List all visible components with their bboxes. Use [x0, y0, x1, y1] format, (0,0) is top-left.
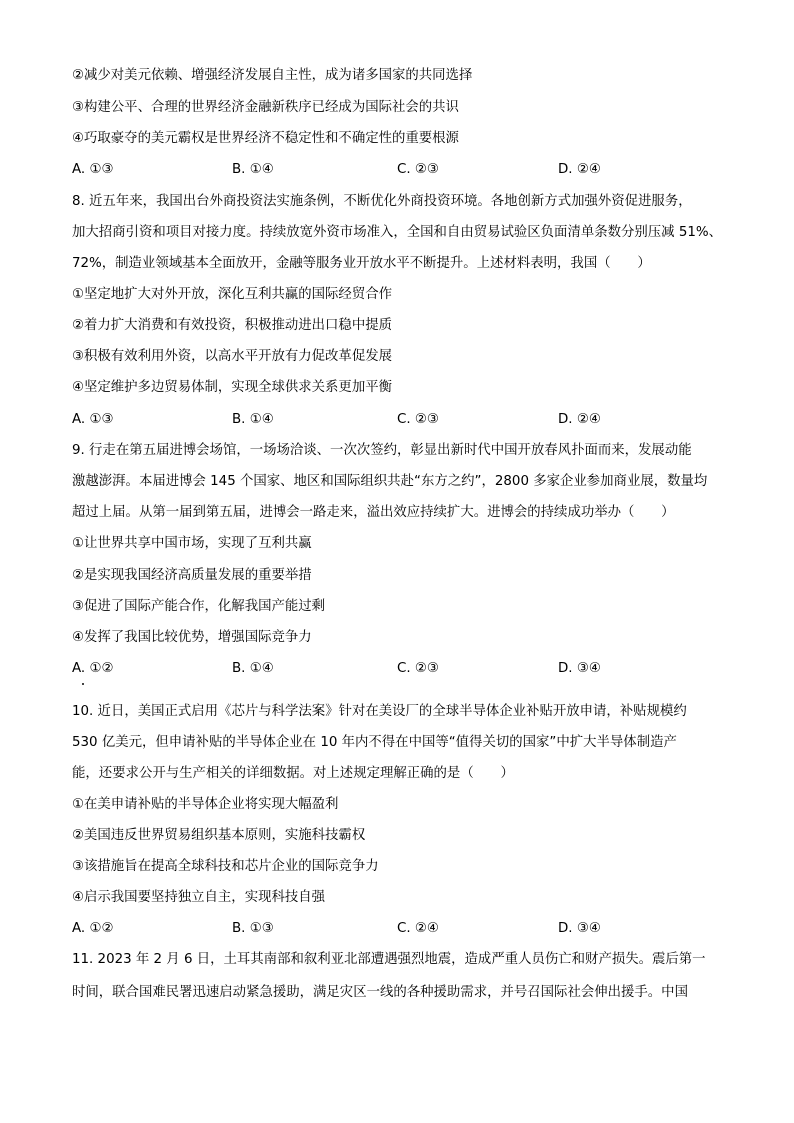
- q10-option-c[interactable]: C. ②④: [397, 921, 439, 936]
- q7-statement-3: ③构建公平、合理的世界经济金融新秩序已经成为国际社会的共识: [72, 100, 459, 115]
- q8-option-b[interactable]: B. ①④: [232, 412, 274, 427]
- q10-statement-4: ④启示我国要坚持独立自主，实现科技自强: [72, 890, 326, 905]
- q8-stem-line-1: 8. 近五年来，我国出台外商投资法实施条例，不断优化外商投资环境。各地创新方式加强外资促进服务，: [72, 194, 692, 209]
- q10-statement-2: ②美国违反世界贸易组织基本原则，实施科技霸权: [72, 828, 366, 843]
- q9-option-a[interactable]: A. ①②: [72, 661, 114, 676]
- q10-stem-line-2: 530 亿美元，但申请补贴的半导体企业在 10 年内不得在中国等“值得关切的国家”中扩大半导体制造产: [72, 735, 677, 750]
- q7-option-a[interactable]: A. ①③: [72, 162, 114, 177]
- q9-stem-line-1: 9. 行走在第五届进博会场馆，一场场洽谈、一次次签约，彰显出新时代中国开放春风扑面而来，发展动能: [72, 443, 692, 458]
- q9-stem-line-3: 超过上届。从第一届到第五届，进博会一路走来，溢出效应持续扩大。进博会的持续成功举办（ ）: [72, 505, 675, 520]
- q11-stem-line-1: 11. 2023 年 2 月 6 日，土耳其南部和叙利亚北部遭遇强烈地震，造成严重人员伤亡和财产损失。震后第一: [72, 952, 706, 967]
- q8-statement-4: ④坚定维护多边贸易体制，实现全球供求关系更加平衡: [72, 380, 392, 395]
- q10-options: [72, 919, 732, 939]
- q8-statement-3: ③积极有效利用外资，以高水平开放有力促改革促发展: [72, 349, 392, 364]
- q8-options: [72, 410, 732, 430]
- q10-option-d[interactable]: D. ③④: [558, 921, 601, 936]
- q11-stem-line-2: 时间，联合国难民署迅速启动紧急援助，满足灾区一线的各种援助需求，并号召国际社会伸出援手。中国: [72, 985, 688, 1000]
- q9-stem-line-2: 激越澎湃。本届进博会 145 个国家、地区和国际组织共赴“东方之约”，2800 多家企业参加商业展，数量均: [72, 474, 708, 489]
- q7-option-c[interactable]: C. ②③: [397, 162, 439, 177]
- stray-mark: [82, 683, 84, 685]
- q8-option-c[interactable]: C. ②③: [397, 412, 439, 427]
- q9-statement-4: ④发挥了我国比较优势，增强国际竞争力: [72, 630, 312, 645]
- q9-option-b[interactable]: B. ①④: [232, 661, 274, 676]
- q10-stem-line-3: 能，还要求公开与生产相关的详细数据。对上述规定理解正确的是（ ）: [72, 766, 514, 781]
- q8-statement-2: ②着力扩大消费和有效投资，积极推动进出口稳中提质: [72, 318, 392, 333]
- q9-option-c[interactable]: C. ②③: [397, 661, 439, 676]
- q9-statement-2: ②是实现我国经济高质量发展的重要举措: [72, 568, 312, 583]
- q8-option-a[interactable]: A. ①③: [72, 412, 114, 427]
- q10-stem-line-1: 10. 近日，美国正式启用《芯片与科学法案》针对在美设厂的全球半导体企业补贴开放申请，补贴规模约: [72, 704, 687, 719]
- q8-stem-line-2: 加大招商引资和项目对接力度。持续放宽外资市场准入，全国和自由贸易试验区负面清单条数分别压减 51%、: [72, 225, 722, 240]
- q9-options: [72, 659, 732, 679]
- q8-option-d[interactable]: D. ②④: [558, 412, 601, 427]
- q9-option-d[interactable]: D. ③④: [558, 661, 601, 676]
- q8-statement-1: ①坚定地扩大对外开放，深化互利共赢的国际经贸合作: [72, 287, 392, 302]
- q7-option-d[interactable]: D. ②④: [558, 162, 601, 177]
- q7-options: [72, 160, 732, 180]
- q7-statement-4: ④巧取豪夺的美元霸权是世界经济不稳定性和不确定性的重要根源: [72, 131, 459, 146]
- q7-statement-2: ②减少对美元依赖、增强经济发展自主性，成为诸多国家的共同选择: [72, 68, 473, 83]
- q10-option-a[interactable]: A. ①②: [72, 921, 114, 936]
- q10-statement-3: ③该措施旨在提高全球科技和芯片企业的国际竞争力: [72, 859, 379, 874]
- q9-statement-1: ①让世界共享中国市场，实现了互利共赢: [72, 536, 312, 551]
- q10-option-b[interactable]: B. ①③: [232, 921, 274, 936]
- q10-statement-1: ①在美申请补贴的半导体企业将实现大幅盈利: [72, 797, 339, 812]
- q9-statement-3: ③促进了国际产能合作，化解我国产能过剩: [72, 599, 326, 614]
- q8-stem-line-3: 72%，制造业领域基本全面放开，金融等服务业开放水平不断提升。上述材料表明，我国（ ）: [72, 256, 651, 271]
- q7-option-b[interactable]: B. ①④: [232, 162, 274, 177]
